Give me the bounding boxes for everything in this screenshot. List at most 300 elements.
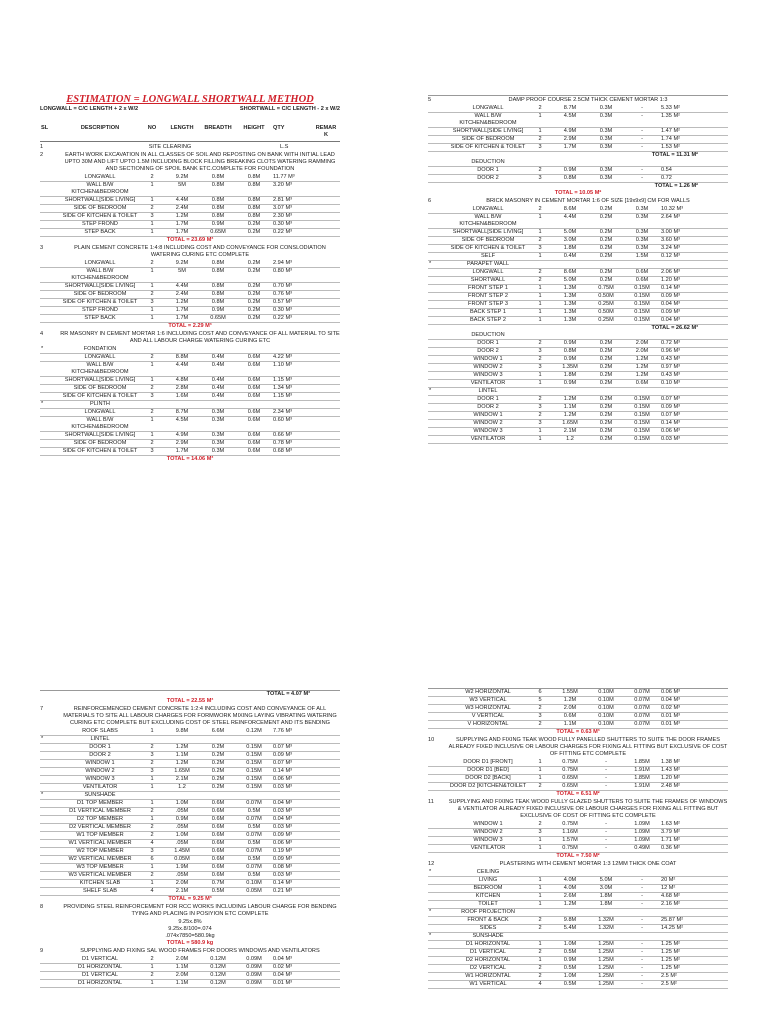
row-qty: 0.02 M³ bbox=[661, 705, 680, 711]
item-sl-number: 10 bbox=[428, 737, 435, 743]
row-description: BACK STEP 2 bbox=[470, 317, 506, 323]
row-description: W1 VERTICAL bbox=[469, 981, 507, 987]
row-description: DOOR 1 bbox=[477, 396, 499, 402]
row-qty: 1.25 M² bbox=[661, 941, 680, 947]
row-breadth: 0.8M bbox=[211, 283, 225, 289]
row-height: 0.6M bbox=[247, 385, 261, 391]
row-length: 4.5M bbox=[175, 417, 189, 423]
row-qty: 0.09 M³ bbox=[273, 856, 292, 862]
row-qty: 0.04 M³ bbox=[273, 972, 292, 978]
row-number: 1 bbox=[150, 880, 154, 886]
table-row bbox=[428, 356, 728, 364]
row-description: SIDE OF BEDROOM bbox=[73, 440, 127, 446]
table-row bbox=[40, 760, 340, 768]
row-height: 0.2M bbox=[247, 260, 261, 266]
row-length: 5.0M bbox=[563, 229, 577, 235]
table-row bbox=[428, 877, 728, 885]
row-qty: 1.53 M² bbox=[661, 144, 680, 150]
row-breadth: 0.2M bbox=[599, 436, 613, 442]
item-row bbox=[428, 861, 728, 868]
item-description: PROVIDING STEEL REINFORCEMENT FOR RCC WORKS INCLUDING LABOUR CHARGE FOR BENDING TYING AND PLACING IN POSIYION ETC COMPLETE bbox=[63, 904, 337, 917]
row-breadth: 5.0M bbox=[599, 877, 613, 883]
row-description: SIDE OF BEDROOM bbox=[73, 205, 127, 211]
row-length: 0.9M bbox=[563, 167, 577, 173]
row-number: 4 bbox=[538, 981, 542, 987]
row-description: WALL B/W KITCHEN&BEDROOM bbox=[71, 268, 129, 281]
table-row bbox=[428, 973, 728, 981]
row-qty: 1.38 M² bbox=[661, 759, 680, 765]
table-top-border bbox=[428, 95, 728, 96]
row-breadth: 1.32M bbox=[598, 925, 614, 931]
row-height: 0.6M bbox=[635, 277, 649, 283]
row-length: 0.9M bbox=[563, 957, 577, 963]
row-height: 2.0M bbox=[635, 348, 649, 354]
row-length: 2.9M bbox=[563, 136, 577, 142]
row-height: 0.07M bbox=[634, 689, 650, 695]
row-qty: 1.74 M² bbox=[661, 136, 680, 142]
table-header bbox=[40, 125, 340, 142]
row-description: SHORTWALL[SIDE LIVING] bbox=[452, 229, 524, 235]
table-row bbox=[428, 277, 728, 285]
row-description: D2 HORIZONTAL bbox=[465, 957, 511, 963]
row-number: 1 bbox=[538, 893, 542, 899]
row-number: 3 bbox=[538, 175, 542, 181]
row-breadth: 0.3M bbox=[211, 409, 225, 415]
table-row bbox=[40, 377, 340, 385]
row-marker: * bbox=[41, 736, 44, 742]
table-row bbox=[428, 128, 728, 136]
row-qty: 0.01 M³ bbox=[661, 721, 680, 727]
row-description: SHORTWALL[SIDE LIVING] bbox=[64, 283, 136, 289]
row-qty: 0.76 M³ bbox=[273, 291, 292, 297]
table-row bbox=[40, 744, 340, 752]
table-row bbox=[40, 848, 340, 856]
table-row bbox=[428, 845, 728, 853]
row-length: 4.8M bbox=[175, 377, 189, 383]
row-length: 1.0M bbox=[175, 800, 189, 806]
row-length: 0.5M bbox=[563, 949, 577, 955]
table-row bbox=[40, 229, 340, 237]
row-length: 2.4M bbox=[175, 205, 189, 211]
row-length: 2.0M bbox=[175, 880, 189, 886]
table-row bbox=[40, 221, 340, 229]
row-qty: 0.80 M³ bbox=[273, 268, 292, 274]
row-qty: 0.06 M³ bbox=[273, 840, 292, 846]
row-qty: 0.14 M³ bbox=[273, 880, 292, 886]
item-sl-number: 2 bbox=[40, 152, 44, 158]
row-description: BACK STEP 1 bbox=[470, 309, 506, 315]
table-row bbox=[428, 965, 728, 973]
row-number: 1 bbox=[538, 285, 542, 291]
row-description: VENTILATOR bbox=[470, 436, 506, 442]
table-row bbox=[428, 917, 728, 925]
row-breadth: 1.25M bbox=[598, 965, 614, 971]
item-row bbox=[428, 737, 728, 758]
row-description: V HORIZONTAL bbox=[467, 721, 509, 727]
row-length: 2.1M bbox=[175, 888, 189, 894]
table-row bbox=[40, 174, 340, 182]
table-row bbox=[428, 237, 728, 245]
row-description: D1 HORIZONTAL bbox=[77, 964, 123, 970]
row-breadth: 0.2M bbox=[599, 356, 613, 362]
row-description: W2 VERTICAL MEMBER bbox=[68, 856, 132, 862]
row-height: 0.5M bbox=[247, 840, 261, 846]
row-qty: 0.22 M³ bbox=[273, 315, 292, 321]
row-breadth: 0.8M bbox=[211, 213, 225, 219]
column-header: LENGTH bbox=[170, 125, 194, 131]
row-qty: 0.07 M³ bbox=[661, 412, 680, 418]
row-height: 0.8M bbox=[247, 182, 261, 188]
table-row bbox=[428, 783, 728, 791]
subtotal-line: TOTAL = 1.26 M² bbox=[654, 183, 698, 189]
row-description: WINDOW 2 bbox=[85, 768, 115, 774]
row-qty: 0.66 M³ bbox=[273, 432, 292, 438]
table-body bbox=[428, 689, 728, 989]
row-description: FRONT & BACK bbox=[467, 917, 509, 923]
row-breadth: 0.25M bbox=[598, 317, 614, 323]
item-description: SUPPLYING AND FIXING SAL WOOD FRAMES FOR DOORS WINDOWS AND VENTILATORS bbox=[80, 948, 320, 954]
row-length: 1.2 bbox=[178, 784, 186, 790]
row-number: 3 bbox=[538, 348, 542, 354]
row-number: 3 bbox=[538, 404, 542, 410]
row-number: 1 bbox=[538, 128, 542, 134]
row-length: 1.2M bbox=[175, 744, 189, 750]
row-height: 1.91M bbox=[634, 783, 650, 789]
row-height: - bbox=[641, 917, 643, 923]
row-qty: 0.06 M³ bbox=[273, 776, 292, 782]
table-row bbox=[428, 885, 728, 893]
row-number: 1 bbox=[150, 800, 154, 806]
row-length: 1.2M bbox=[563, 412, 577, 418]
table-row bbox=[40, 393, 340, 401]
row-qty: 0.12 M³ bbox=[661, 253, 680, 259]
row-description: LIVING bbox=[478, 877, 498, 883]
row-breadth: 1.25M bbox=[598, 949, 614, 955]
row-qty: 1.20 M² bbox=[661, 775, 680, 781]
row-length: 0.75M bbox=[562, 759, 578, 765]
row-length: 1.65M bbox=[562, 420, 578, 426]
row-number: 2 bbox=[538, 277, 542, 283]
row-length: 1.2M bbox=[175, 299, 189, 305]
row-number: 1 bbox=[538, 885, 542, 891]
row-height: 0.12M bbox=[246, 728, 262, 734]
row-length: 1.3M bbox=[563, 317, 577, 323]
row-breadth: - bbox=[605, 767, 607, 773]
row-length: 0.9M bbox=[563, 356, 577, 362]
row-description: STEP FROND bbox=[82, 307, 118, 313]
row-breadth: - bbox=[605, 837, 607, 843]
row-number: 1 bbox=[538, 941, 542, 947]
row-description: SIDES bbox=[479, 925, 497, 931]
row-qty: 0.57 M³ bbox=[273, 299, 292, 305]
table-row bbox=[428, 949, 728, 957]
item-description: EARTH WORK EXCAVATION IN ALL CLASSES OF SOIL AND REPOSTING ON BANK WITH INITIAL LEAD UPTO 30M AND LIFT UPTO 1.5M INCLUDING BLOCK FILLING BREAKING CLOTS WATERING RAMMING AND SECTIONING OF SPOIL BANK ETC.COMPLETE FOR FOUNDATION bbox=[64, 152, 336, 172]
row-number: 1 bbox=[150, 229, 154, 235]
table-row bbox=[428, 909, 728, 917]
total-line: TOTAL = 6.51 M² bbox=[556, 791, 600, 797]
table-row bbox=[40, 888, 340, 896]
row-number: 1 bbox=[150, 197, 154, 203]
row-height: 0.15M bbox=[246, 744, 262, 750]
item-sl-number: 8 bbox=[40, 904, 44, 910]
row-qty: 1.43 M² bbox=[661, 767, 680, 773]
row-number: 6 bbox=[538, 689, 542, 695]
row-description: SHORTWALL[SIDE LIVING] bbox=[452, 128, 524, 134]
row-breadth: 0.6M bbox=[211, 872, 225, 878]
row-height: 0.3M bbox=[635, 214, 649, 220]
row-length: 8.6M bbox=[563, 206, 577, 212]
row-number: 2 bbox=[150, 872, 154, 878]
row-breadth: 0.2M bbox=[211, 776, 225, 782]
table-row bbox=[40, 417, 340, 432]
row-number: 5 bbox=[538, 697, 542, 703]
row-description: SHORTWALL[SIDE LIVING] bbox=[64, 197, 136, 203]
table-row bbox=[428, 332, 728, 340]
item-sl-number: 9 bbox=[40, 948, 44, 954]
row-qty: 0.02 M³ bbox=[273, 964, 292, 970]
row-length: 4.5M bbox=[563, 113, 577, 119]
row-length: 1.1M bbox=[175, 964, 189, 970]
row-qty: 0.22 M³ bbox=[273, 229, 292, 235]
row-qty: 25.87 M² bbox=[661, 917, 684, 923]
row-breadth: 0.2M bbox=[599, 269, 613, 275]
row-description: FRONT STEP 3 bbox=[468, 301, 508, 307]
row-number: 2 bbox=[150, 174, 154, 180]
row-description: WINDOW 2 bbox=[473, 829, 503, 835]
row-description: LONGWALL bbox=[472, 206, 504, 212]
row-breadth: 0.2M bbox=[599, 372, 613, 378]
row-height: - bbox=[641, 885, 643, 891]
row-qty: 10.32 M³ bbox=[661, 206, 684, 212]
row-breadth: - bbox=[605, 759, 607, 765]
table-body bbox=[428, 97, 728, 444]
row-qty: 0.96 M³ bbox=[661, 348, 680, 354]
row-number: 3 bbox=[538, 713, 542, 719]
row-description: DOOR D1 [BED] bbox=[467, 767, 509, 773]
row-height: 0.2M bbox=[247, 315, 261, 321]
column-header: DESCRIPTION bbox=[80, 125, 120, 131]
row-breadth: 0.2M bbox=[211, 760, 225, 766]
row-qty: 0.14 M³ bbox=[273, 768, 292, 774]
row-description: W2 TOP MEMBER bbox=[76, 848, 124, 854]
row-description: DEDUCTION bbox=[471, 159, 505, 165]
estimate-page-3 bbox=[40, 690, 340, 988]
item-sl-number: 7 bbox=[40, 706, 44, 712]
row-breadth: 0.4M bbox=[211, 393, 225, 399]
row-number: 3 bbox=[150, 752, 154, 758]
row-breadth: 0.7M bbox=[211, 880, 225, 886]
row-height: 0.8M bbox=[247, 174, 261, 180]
row-breadth: 0.8M bbox=[211, 260, 225, 266]
row-description: DEDUCTION bbox=[471, 332, 505, 338]
row-number: 3 bbox=[150, 848, 154, 854]
row-length: 1.16M bbox=[562, 829, 578, 835]
row-length: 9.2M bbox=[175, 174, 189, 180]
row-number: 1 bbox=[150, 432, 154, 438]
row-number: 1 bbox=[150, 964, 154, 970]
row-breadth: 0.2M bbox=[599, 237, 613, 243]
row-breadth: 1.8M bbox=[599, 893, 613, 899]
row-qty: 3.07 M³ bbox=[273, 205, 292, 211]
column-header: HEIGHT bbox=[243, 125, 265, 131]
row-qty: 1.47 M² bbox=[661, 128, 680, 134]
row-length: 1.7M bbox=[175, 315, 189, 321]
row-length: 1.8M bbox=[563, 372, 577, 378]
row-length: 2.0M bbox=[175, 972, 189, 978]
row-qty: 0.30 M³ bbox=[273, 307, 292, 313]
table-row bbox=[40, 792, 340, 800]
row-length: 1.0M bbox=[563, 973, 577, 979]
row-description: ROOF SLABS bbox=[82, 728, 118, 734]
row-length: 0.75M bbox=[562, 821, 578, 827]
row-breadth: - bbox=[605, 821, 607, 827]
row-description: DOOR 1 bbox=[477, 167, 499, 173]
row-number: 1 bbox=[150, 776, 154, 782]
row-height: 0.6M bbox=[247, 354, 261, 360]
row-length: 4.0M bbox=[563, 877, 577, 883]
row-number: 1 bbox=[150, 307, 154, 313]
table-row bbox=[40, 307, 340, 315]
row-length: 1.3M bbox=[563, 293, 577, 299]
row-number: 1 bbox=[150, 864, 154, 870]
row-qty: 0.14 M³ bbox=[661, 420, 680, 426]
table-row bbox=[428, 925, 728, 933]
row-description: W2 HORIZONTAL bbox=[465, 689, 511, 695]
table-row bbox=[40, 283, 340, 291]
item-row bbox=[428, 799, 728, 820]
row-qty: 1.34 M³ bbox=[273, 385, 292, 391]
row-height: 1.09M bbox=[634, 829, 650, 835]
row-number: 3 bbox=[538, 144, 542, 150]
row-description: D1 VERTICAL bbox=[82, 956, 118, 962]
row-height: 2.0M bbox=[635, 340, 649, 346]
row-number: 2 bbox=[538, 917, 542, 923]
row-breadth: 0.2M bbox=[599, 214, 613, 220]
row-qty: 0.09 M³ bbox=[661, 404, 680, 410]
row-qty: 20 M² bbox=[661, 877, 676, 883]
row-length: 4.4M bbox=[175, 283, 189, 289]
row-qty: 4.22 M³ bbox=[273, 354, 292, 360]
row-length: 2.1M bbox=[563, 428, 577, 434]
row-height: 0.07M bbox=[246, 832, 262, 838]
row-description: STEP FROND bbox=[82, 221, 118, 227]
row-length: 8.6M bbox=[563, 269, 577, 275]
total-line: TOTAL = 14.06 M³ bbox=[166, 456, 214, 462]
row-qty: 5.33 M² bbox=[661, 105, 680, 111]
row-breadth: 0.3M bbox=[211, 440, 225, 446]
row-number: 1 bbox=[150, 221, 154, 227]
table-row bbox=[428, 957, 728, 965]
row-qty: 2.81 M³ bbox=[273, 197, 292, 203]
row-height: - bbox=[641, 136, 643, 142]
row-length: 9.2M bbox=[175, 260, 189, 266]
row-number: 3 bbox=[538, 829, 542, 835]
row-qty: 11.77 M³ bbox=[273, 174, 295, 180]
row-height: 1.2M bbox=[635, 372, 649, 378]
row-number: 2 bbox=[150, 744, 154, 750]
row-qty: 0.04 M³ bbox=[661, 697, 680, 703]
table-row bbox=[40, 315, 340, 323]
table-row bbox=[40, 440, 340, 448]
row-description: SIDE OF BEDROOM bbox=[73, 291, 127, 297]
table-row bbox=[428, 759, 728, 767]
table-row bbox=[40, 291, 340, 299]
row-number: 1 bbox=[538, 957, 542, 963]
row-description: DOOR D2 [KITCHEN&TOILET bbox=[449, 783, 527, 789]
row-qty: 0.97 M³ bbox=[661, 364, 680, 370]
row-number: 2 bbox=[150, 760, 154, 766]
row-qty: 0.36 M² bbox=[661, 845, 680, 851]
row-qty: 3.20 M³ bbox=[273, 182, 292, 188]
row-length: 1.45M bbox=[174, 848, 190, 854]
total-line: TOTAL = 9.25 M³ bbox=[168, 896, 212, 902]
row-marker: * bbox=[41, 346, 44, 352]
table-row bbox=[428, 309, 728, 317]
row-breadth: 0.12M bbox=[210, 980, 226, 986]
row-description: WINDOW 2 bbox=[473, 364, 503, 370]
item-row bbox=[40, 948, 340, 955]
item-row bbox=[40, 152, 340, 173]
row-length: 1.7M bbox=[175, 307, 189, 313]
row-number: 1 bbox=[150, 268, 154, 274]
row-qty: 0.70 M³ bbox=[273, 283, 292, 289]
row-length: 1.3M bbox=[563, 285, 577, 291]
row-description: D1 HORIZONTAL bbox=[77, 980, 123, 986]
row-number: 2 bbox=[538, 412, 542, 418]
row-length: 4.4M bbox=[175, 362, 189, 368]
total-line: TOTAL = 7.50 M² bbox=[556, 853, 600, 859]
row-height: 0.8M bbox=[247, 205, 261, 211]
subtotal-line: TOTAL = 11.31 M² bbox=[651, 152, 698, 158]
row-number: 1 bbox=[538, 372, 542, 378]
row-qty: 2.48 M² bbox=[661, 783, 680, 789]
row-breadth: 0.3M bbox=[211, 432, 225, 438]
table-row bbox=[428, 893, 728, 901]
row-qty: 2.16 M² bbox=[661, 901, 680, 907]
row-description: W1 HORIZONTAL bbox=[465, 973, 511, 979]
row-length: 1.7M bbox=[175, 221, 189, 227]
item-row bbox=[428, 97, 728, 104]
item-sl-number: 12 bbox=[428, 861, 435, 867]
row-number: 1 bbox=[538, 113, 542, 119]
row-number: 2 bbox=[150, 832, 154, 838]
table-row bbox=[428, 348, 728, 356]
row-number: 3 bbox=[150, 393, 154, 399]
row-height: - bbox=[641, 981, 643, 987]
row-description: DOOR 2 bbox=[89, 752, 111, 758]
row-qty: 0.09 M³ bbox=[661, 309, 680, 315]
estimate-page-1 bbox=[40, 96, 340, 463]
row-description: WALL B/W KITCHEN&BEDROOM bbox=[459, 113, 517, 126]
row-number: 1 bbox=[538, 380, 542, 386]
row-description: DOOR 2 bbox=[477, 348, 499, 354]
row-number: 1 bbox=[538, 759, 542, 765]
table-row bbox=[40, 880, 340, 888]
table-row bbox=[40, 182, 340, 197]
table-row bbox=[428, 821, 728, 829]
row-qty: 0.07 M³ bbox=[273, 760, 292, 766]
row-height: - bbox=[641, 167, 643, 173]
column-header: QTY bbox=[273, 125, 285, 131]
row-qty: 0.06 M³ bbox=[661, 428, 680, 434]
row-number: 1 bbox=[538, 837, 542, 843]
row-qty: 0.08 M³ bbox=[273, 864, 292, 870]
row-description: W3 VERTICAL MEMBER bbox=[68, 872, 132, 878]
row-description: WINDOW 3 bbox=[85, 776, 115, 782]
table-row bbox=[40, 213, 340, 221]
table-row bbox=[40, 736, 340, 744]
row-height: 1.85M bbox=[634, 775, 650, 781]
